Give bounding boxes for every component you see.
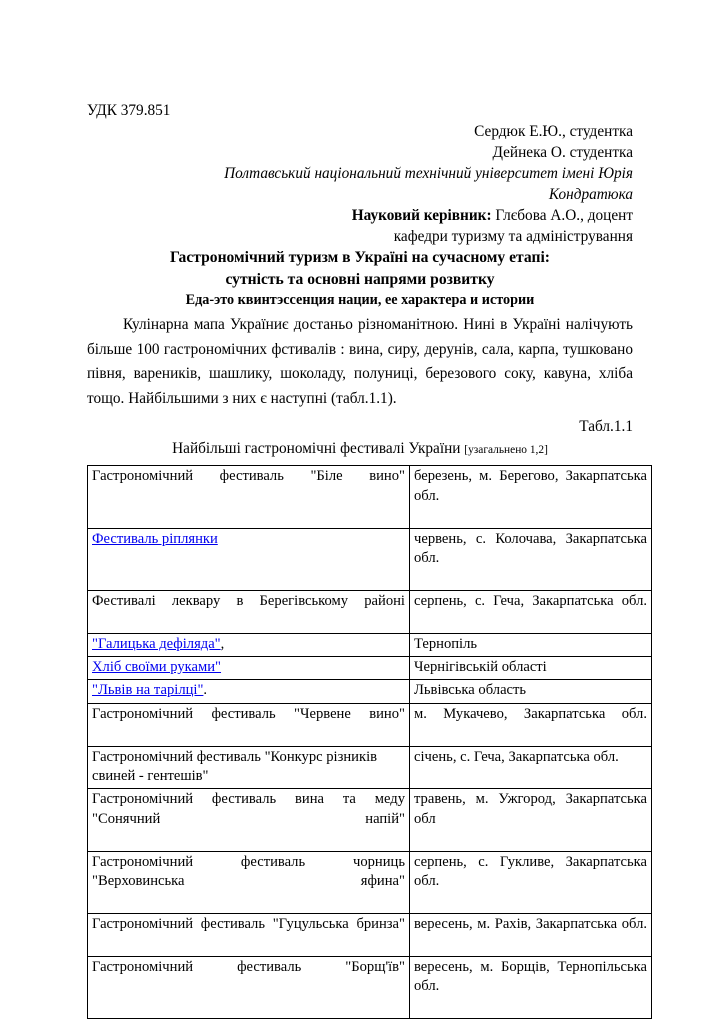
- festival-location-text: березень, м. Берегово, Закарпатська обл.: [414, 468, 647, 504]
- festival-location-cell: [410, 913, 652, 956]
- festivals-table-body: [88, 466, 652, 1019]
- festival-name-text: Гастрономічний фестиваль "Біле вино": [92, 468, 405, 485]
- table-row: [88, 851, 652, 913]
- table-caption-source: [узагальнено 1,2]: [464, 444, 548, 457]
- table-row: [88, 789, 652, 851]
- festival-location-text: січень, с. Геча, Закарпатська обл.: [414, 748, 619, 765]
- table-row: [88, 913, 652, 956]
- table-caption: [87, 438, 633, 461]
- festival-location-text: вересень, м. Рахів, Закарпатська обл.: [414, 915, 647, 932]
- supervisor-name: Глєбова А.О., доцент: [491, 207, 633, 224]
- festival-location-text: вересень, м. Борщів, Тернопільська обл.: [414, 958, 647, 995]
- epigraph: Еда-это квинтэссенция нации, ее характера и истории: [185, 292, 535, 308]
- festival-link[interactable]: "Львів на тарілці": [92, 682, 204, 699]
- festival-name-text: Гастрономічний фестиваль "Червене вино": [92, 705, 405, 722]
- festival-name-cell: [88, 746, 410, 789]
- supervisor-line: [87, 205, 633, 226]
- festival-location-text: Львівська область: [414, 682, 527, 699]
- author-line-2: Дейнека О. студентка: [492, 144, 633, 161]
- table-row: [88, 528, 652, 590]
- festival-name-cell: [88, 590, 410, 633]
- table-row: [88, 956, 652, 1018]
- table-number: Табл.1.1: [579, 418, 633, 436]
- festival-location-cell: [410, 633, 652, 656]
- festival-location-text: Чернігівській області: [414, 659, 547, 676]
- document-page: [87, 0, 647, 1024]
- table-row: [88, 657, 652, 680]
- festival-name-cell: [88, 466, 410, 528]
- festival-location-text: Тернопіль: [414, 635, 478, 652]
- udk-code: УДК 379.851: [87, 102, 171, 119]
- festival-name-suffix: .: [203, 682, 208, 699]
- table-row: [88, 590, 652, 633]
- festival-name-cell: [88, 657, 410, 680]
- festivals-table: [87, 465, 652, 1019]
- festival-name-text: Гастрономічний фестиваль вина та меду "Сонячний напій": [92, 791, 405, 827]
- table-row: [88, 633, 652, 656]
- festival-location-cell: [410, 466, 652, 528]
- festival-location-cell: [410, 789, 652, 851]
- festival-location-cell: [410, 746, 652, 789]
- festival-location-cell: [410, 851, 652, 913]
- festival-location-cell: [410, 703, 652, 746]
- festival-link[interactable]: Фестиваль ріплянки: [92, 530, 218, 547]
- supervisor-label: Науковий керівник:: [351, 207, 492, 224]
- table-row: [88, 680, 652, 703]
- affiliation-line-2: Кондратюка: [548, 186, 633, 203]
- festival-location-text: травень, м. Ужгород, Закарпатська обл: [414, 791, 647, 827]
- festival-name-text: Гастрономічний фестиваль чорниць "Верховинська яфина": [92, 853, 405, 890]
- festival-name-text: Гастрономічний фестиваль "Борщ'їв": [92, 958, 405, 975]
- festival-location-cell: [410, 590, 652, 633]
- festival-name-cell: [88, 913, 410, 956]
- festival-location-text: м. Мукачево, Закарпатська обл.: [414, 705, 647, 722]
- festival-name-cell: [88, 789, 410, 851]
- table-row: [88, 466, 652, 528]
- festival-location-cell: [410, 528, 652, 590]
- body-paragraph: Кулінарна мапа Україниє достаньо різноманітною. Нині в Україні налічують більше 100 гастрономічних фстивалів : вина, сиру, дерунів, сала, карпа, тушковано півня, вареників, шашлику, шоколаду, полуниці, березового соку, кавуна, хліба тощо. Найбільшими з них є наступні (табл.1.1).: [87, 316, 633, 407]
- festival-location-text: серпень, с. Гукливе, Закарпатська обл.: [414, 853, 647, 890]
- festival-name-suffix: ,: [220, 635, 225, 652]
- page-title-line-2: сутність та основні напрями розвитку: [225, 270, 495, 288]
- festival-location-cell: [410, 680, 652, 703]
- table-row: [88, 703, 652, 746]
- festival-location-cell: [410, 657, 652, 680]
- page-title-line-1: Гастрономічний туризм в Україні на сучасному етапі:: [169, 249, 550, 266]
- festival-name-text: Гастрономічний фестиваль "Гуцульська бринза": [92, 915, 405, 932]
- festival-link[interactable]: Хліб своїми руками": [92, 659, 222, 676]
- supervisor-department: кафедри туризму та адміністрування: [393, 228, 633, 245]
- festival-location-cell: [410, 956, 652, 1018]
- festival-name-text: Фестивалі леквару в Берегівському районі: [92, 592, 405, 609]
- festival-location-text: червень, с. Колочава, Закарпатська обл.: [414, 530, 647, 566]
- affiliation-line-1: Полтавський національний технічний університет імені Юрія: [224, 165, 633, 182]
- festival-name-cell: [88, 851, 410, 913]
- table-row: [88, 746, 652, 789]
- festival-name-text: Гастрономічний фестиваль "Конкурс різників свиней - гентешів": [92, 748, 378, 785]
- author-line-1: Сердюк Е.Ю., студентка: [474, 123, 633, 140]
- table-caption-text: Найбільші гастрономічні фестивалі України: [172, 440, 465, 458]
- festival-name-cell: [88, 633, 410, 656]
- festival-link[interactable]: "Галицька дефіляда": [92, 635, 221, 652]
- festival-name-cell: [88, 528, 410, 590]
- festival-name-cell: [88, 680, 410, 703]
- festival-name-cell: [88, 703, 410, 746]
- festival-location-text: серпень, с. Геча, Закарпатська обл.: [414, 592, 647, 609]
- festival-name-cell: [88, 956, 410, 1018]
